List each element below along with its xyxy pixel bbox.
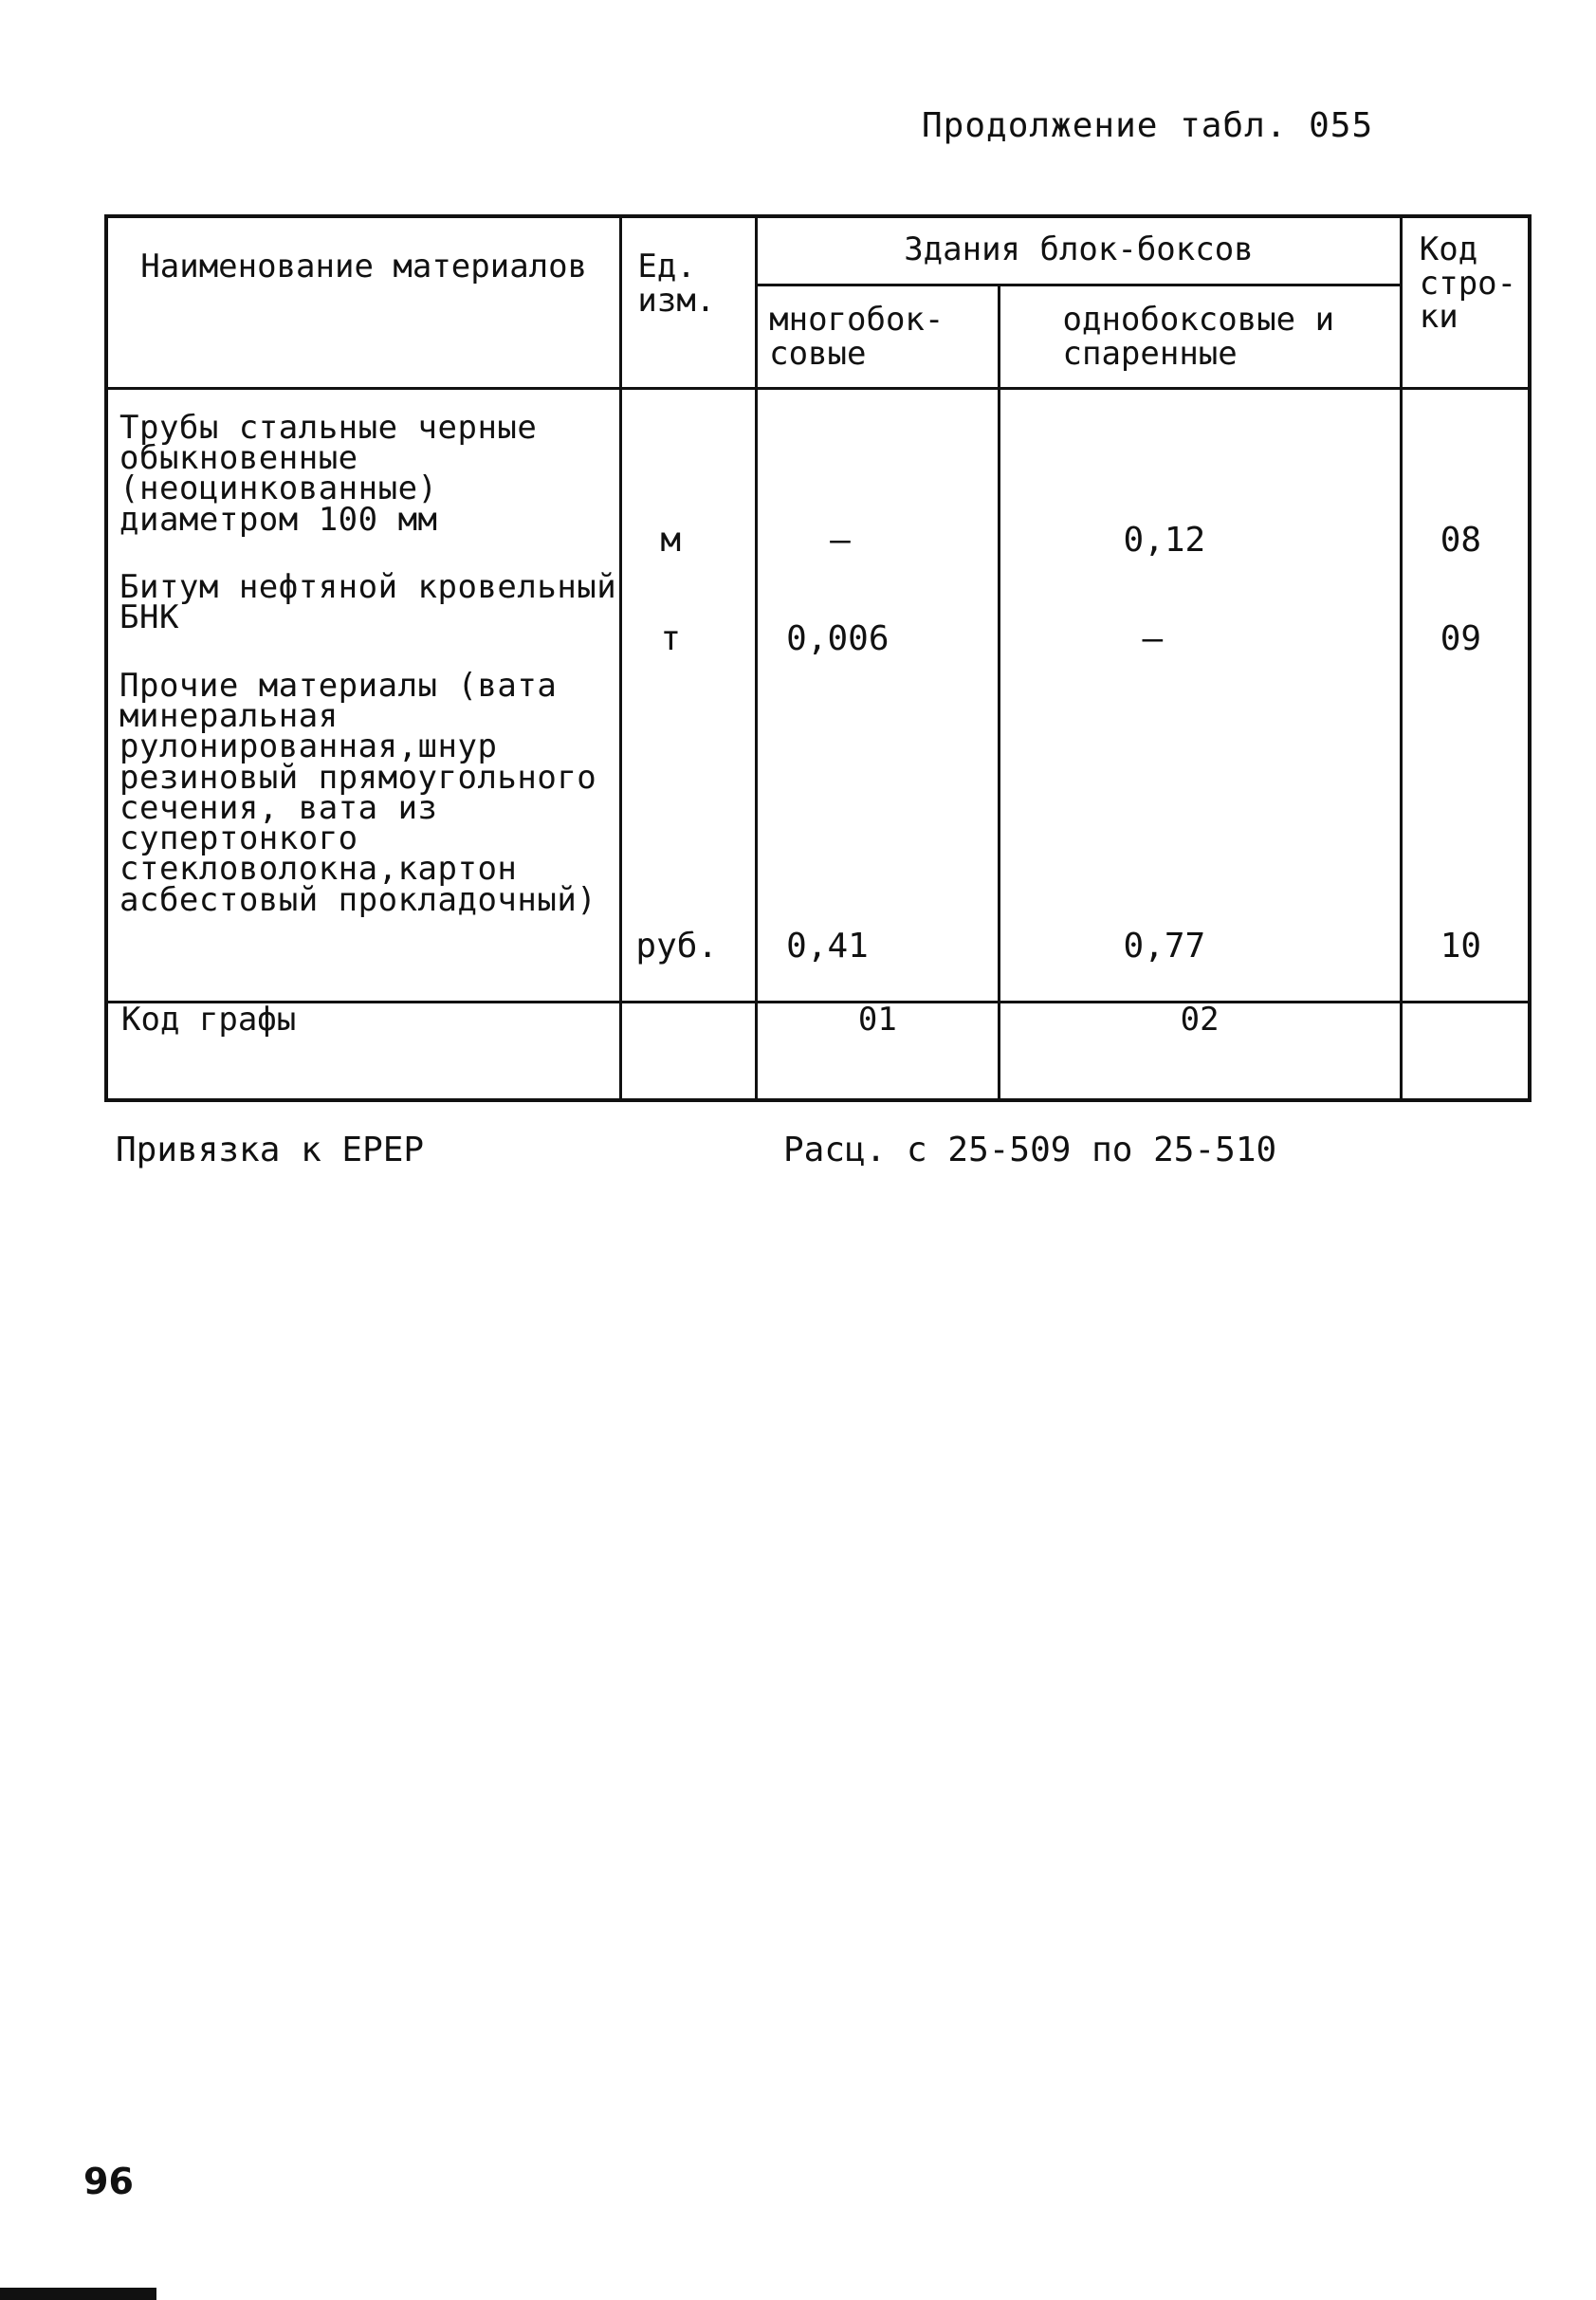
row-code-bitumen: 09: [1440, 618, 1482, 658]
value-multibox-other: 0,41: [786, 926, 869, 966]
binding-note: Привязка к ЕРЕР: [116, 1131, 425, 1169]
table-continuation-title: Продолжение табл. 055: [922, 106, 1374, 145]
value-singlebox-bitumen: –: [1142, 618, 1164, 658]
column-header-singlebox: однобоксовые и спаренные: [999, 285, 1401, 389]
table-body-row: [106, 388, 1530, 1003]
column-header-unit: Ед. изм.: [621, 216, 757, 388]
column-header-name: Наименование материалов: [106, 216, 621, 388]
unit-bitumen: т: [660, 618, 682, 658]
graph-code-empty-code: [1401, 1003, 1530, 1100]
graph-code-row: [106, 1003, 1530, 1100]
cell-row-codes: [1401, 388, 1530, 1003]
column-header-code: Код стро-ки: [1401, 216, 1530, 388]
cell-units: [621, 388, 757, 1003]
row-code-other: 10: [1440, 926, 1482, 966]
value-multibox-bitumen: 0,006: [786, 618, 890, 658]
graph-code-empty-unit: [621, 1003, 757, 1100]
page-number: 96: [83, 2161, 134, 2202]
unit-pipes: м: [660, 520, 682, 560]
column-header-multibox: многобок-совые: [757, 285, 999, 389]
material-name-bitumen: Битум нефтяной кровельный БНК: [119, 567, 617, 636]
header-row-top: [106, 216, 1530, 285]
material-name-other: Прочие материалы (вата минеральная рулонированная,шнур резиновый прямоугольного сечения, вата из супертонкого стекловолокна,картон асбестовый прокладочный): [119, 666, 597, 919]
materials-table-container: [104, 214, 1532, 1102]
graph-code-singlebox: 02: [999, 1003, 1401, 1100]
unit-other: руб.: [635, 926, 719, 966]
graph-code-label: Код графы: [106, 1003, 621, 1100]
value-singlebox-other: 0,77: [1123, 926, 1206, 966]
rates-range: Расц. с 25-509 по 25-510: [783, 1131, 1277, 1169]
scan-edge-mark: [0, 2288, 156, 2300]
graph-code-multibox: 01: [757, 1003, 999, 1100]
value-multibox-pipes: –: [830, 520, 851, 560]
materials-table: [104, 214, 1532, 1102]
column-header-group: Здания блок-боксов: [757, 216, 1402, 285]
material-name-pipes: Трубы стальные черные обыкновенные (неоцинкованные) диаметром 100 мм: [119, 408, 538, 539]
cell-singlebox-values: [999, 388, 1401, 1003]
cell-material-names: [106, 388, 621, 1003]
row-code-pipes: 08: [1440, 520, 1482, 560]
cell-multibox-values: [757, 388, 999, 1003]
value-singlebox-pipes: 0,12: [1123, 520, 1206, 560]
